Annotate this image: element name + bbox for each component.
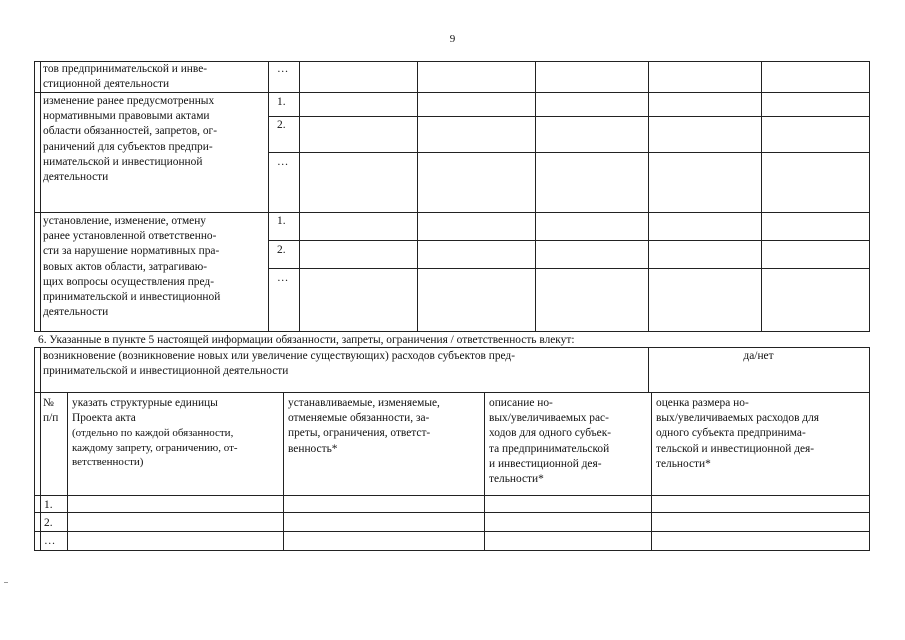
header-line: описание но- xyxy=(489,397,553,409)
column-header-number xyxy=(43,396,67,426)
header-line: венность* xyxy=(288,442,338,455)
header-line: вых/увеличиваемых рас- xyxy=(489,412,609,425)
header-line: п/п xyxy=(43,412,59,425)
scan-margin-mark xyxy=(4,582,8,583)
desc-line: области обязанностей, запретов, ог- xyxy=(43,125,217,138)
question-line: принимательской и инвестиционной деятельности xyxy=(43,365,289,378)
header-line: одного субъекта предпринима- xyxy=(656,427,806,440)
desc-line: изменение ранее предусмотренных xyxy=(43,95,215,107)
table-row-number: 1. xyxy=(44,499,53,511)
question-line: возникновение (возникновение новых или увеличение существующих) расходов субъектов пред- xyxy=(43,350,516,362)
upper-row-description xyxy=(43,62,267,92)
row-number: 1. xyxy=(277,96,286,108)
header-line: указать структурные единицы xyxy=(72,397,218,409)
answer-yes-no: да/нет xyxy=(743,350,774,362)
table-row-number: 2. xyxy=(44,517,53,529)
desc-line: деятельности xyxy=(43,171,109,184)
upper-row-description xyxy=(43,214,267,320)
desc-line: ранее установленной ответственно- xyxy=(43,230,217,243)
expense-question xyxy=(43,349,643,379)
column-header-description xyxy=(489,396,650,487)
column-header-estimate xyxy=(656,396,868,472)
table-row-number: … xyxy=(44,535,56,547)
column-header-duties xyxy=(288,396,483,457)
desc-line: нормативными правовыми актами xyxy=(43,110,210,123)
desc-line: тов предпринимательской и инве- xyxy=(43,63,208,75)
desc-line: стиционной деятельности xyxy=(43,78,170,91)
row-number: 2. xyxy=(277,244,286,256)
header-line: тельности* xyxy=(489,473,544,486)
header-line: тельской и инвестиционной дея- xyxy=(656,442,815,455)
header-note-line: (отдельно по каждой обязанности, xyxy=(72,427,234,440)
header-note-line: ветственности) xyxy=(72,456,144,469)
header-line: устанавливаемые, изменяемые, xyxy=(288,397,440,409)
header-line: Проекта акта xyxy=(72,412,136,425)
header-line: оценка размера но- xyxy=(656,397,749,409)
desc-line: принимательской и инвестиционной xyxy=(43,291,221,304)
desc-line: вовых актов области, затрагиваю- xyxy=(43,260,208,273)
header-line: вых/увеличиваемых расходов для xyxy=(656,412,820,425)
header-note-line: каждому запрету, ограничению, от- xyxy=(72,441,238,454)
row-number: 2. xyxy=(277,119,286,131)
header-line: и инвестиционной дея- xyxy=(489,457,602,470)
row-number: … xyxy=(277,63,289,75)
header-line: та предпринимательской xyxy=(489,442,610,455)
header-line: № xyxy=(43,397,54,409)
header-line: тельности* xyxy=(656,457,711,470)
header-line: отменяемые обязанности, за- xyxy=(288,412,430,425)
desc-line: щих вопросы осуществления пред- xyxy=(43,275,214,288)
row-number: … xyxy=(277,156,289,168)
header-line: преты, ограничения, ответст- xyxy=(288,427,431,440)
header-line: ходов для одного субъек- xyxy=(489,427,612,440)
section-6-heading: 6. Указанные в пункте 5 настоящей информации обязанности, запреты, ограничения / ответственность влекут: xyxy=(38,334,575,346)
page-number: 9 xyxy=(449,33,456,45)
desc-line: деятельности xyxy=(43,306,109,319)
upper-row-description xyxy=(43,94,267,185)
desc-line: раничений для субъектов предпри- xyxy=(43,140,213,153)
row-number: … xyxy=(277,272,289,284)
row-number: 1. xyxy=(277,215,286,227)
desc-line: установление, изменение, отмену xyxy=(43,215,206,227)
desc-line: нимательской и инвестиционной xyxy=(43,155,203,168)
column-header-structural-units xyxy=(72,396,282,470)
desc-line: сти за нарушение нормативных пра- xyxy=(43,245,220,258)
